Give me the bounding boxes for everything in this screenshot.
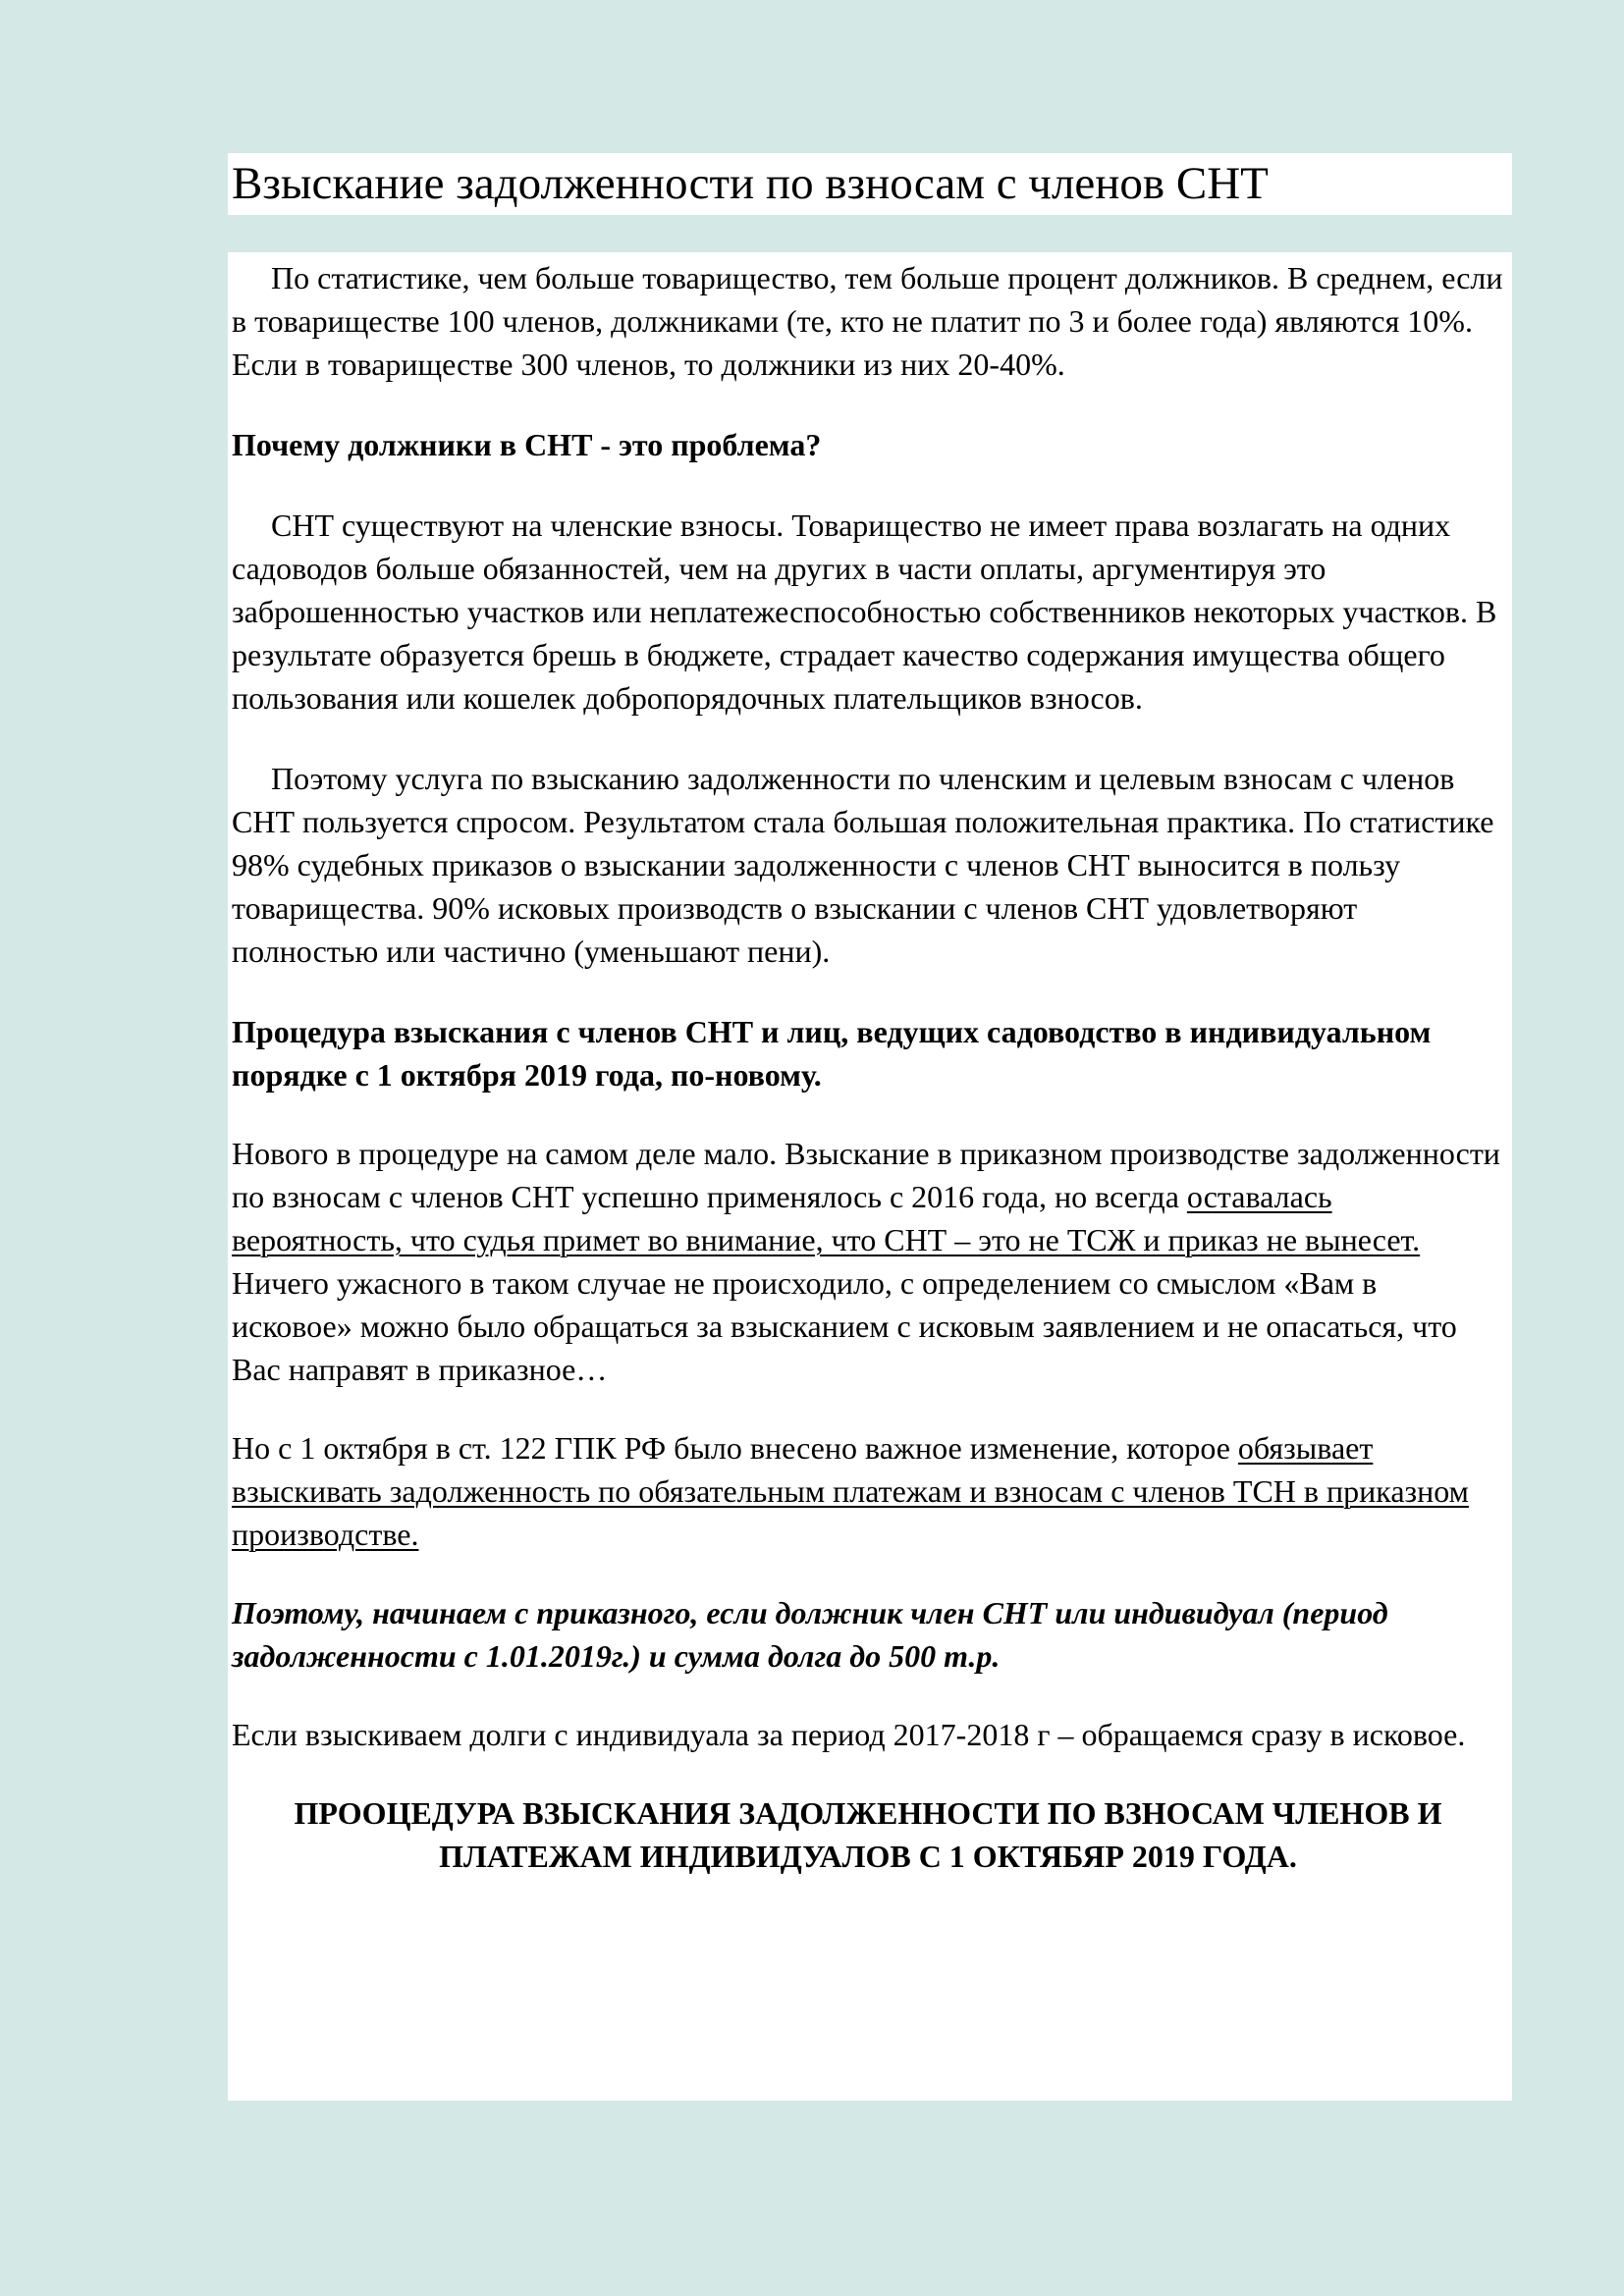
heading-procedure-caps: ПРООЦЕДУРА ВЗЫСКАНИЯ ЗАДОЛЖЕННОСТИ ПО ВЗНОСАМ ЧЛЕНОВ И ПЛАТЕЖАМ ИНДИВИДУАЛОВ С 1 ОКТЯБЯР 2019 ГОДА. xyxy=(294,1795,1442,1874)
paragraph-start-with-order: Поэтому, начинаем с приказного, если должник член СНТ или индивидуал (период задолженности с 1.01.2019г.) и сумма долга до 500 т.р. xyxy=(232,1595,1388,1674)
paragraph-statistics: По статистике, чем больше товарищество, тем больше процент должников. В среднем, если в товариществе 100 членов, должниками (те, кто не платит по 3 и более года) являются 10%. Если в товариществе 300 членов, то должники из них 20-40%. xyxy=(232,260,1503,382)
page-title: Взыскание задолженности по взносам с членов СНТ xyxy=(232,158,1269,209)
paragraph-article-122-start: Но с 1 октября в ст. 122 ГПК РФ было внесено важное изменение, которое xyxy=(232,1430,1238,1466)
underlined-probability: оставалась вероятность, что судья примет во внимание, что СНТ – это не ТСЖ и приказ не вынесет. xyxy=(232,1179,1421,1257)
underlined-obligation: обязывает взыскивать задолженность по обязательным платежам и взносам с членов ТСН в приказном производстве. xyxy=(232,1430,1469,1552)
document-body xyxy=(228,252,1512,2101)
paragraph-nothing-new-end: Ничего ужасного в таком случае не происходило, с определением со смыслом «Вам в исковое» можно было обращаться за взысканием с исковым заявлением и не опасаться, что Вас направят в приказное… xyxy=(232,1222,1465,1387)
paragraph-article-122 xyxy=(232,1426,1504,1556)
title-box xyxy=(228,153,1512,215)
paragraph-snt-fees: СНТ существуют на членские взносы. Товарищество не имеет права возлагать на одних садоводов больше обязанностей, чем на других в части оплаты, аргументируя это заброшенностью участков или неплатежеспособностью собственников некоторых участков. В результате образуется брешь в бюджете, страдает качество содержания имущества общего пользования или кошелек добропорядочных плательщиков взносов. xyxy=(232,507,1497,716)
paragraph-nothing-new xyxy=(232,1132,1504,1391)
heading-procedure: Процедура взыскания с членов СНТ и лиц, ведущих садоводство в индивидуальном порядке с 1 октября 2019 года, по-новому. xyxy=(232,1014,1432,1093)
paragraph-nothing-new-start: Нового в процедуре на самом деле мало. Взыскание в приказном производстве задолженности по взносам с членов СНТ успешно применялось с 2016 года, но всегда xyxy=(232,1136,1500,1214)
paragraph-individual-claim: Если взыскиваем долги с индивидуала за период 2017-2018 г – обращаемся сразу в исковое. xyxy=(232,1717,1466,1752)
heading-why-problem: Почему должники в СНТ - это проблема? xyxy=(232,427,822,462)
paragraph-service-demand: Поэтому услуга по взысканию задолженности по членским и целевым взносам с членов СНТ пользуется спросом. Результатом стала большая положительная практика. По статистике 98% судебных приказов о взыскании задолженности с членов СНТ выносится в пользу товарищества. 90% исковых производств о взыскании с членов СНТ удовлетворяют полностью или частично (уменьшают пени). xyxy=(232,761,1494,969)
